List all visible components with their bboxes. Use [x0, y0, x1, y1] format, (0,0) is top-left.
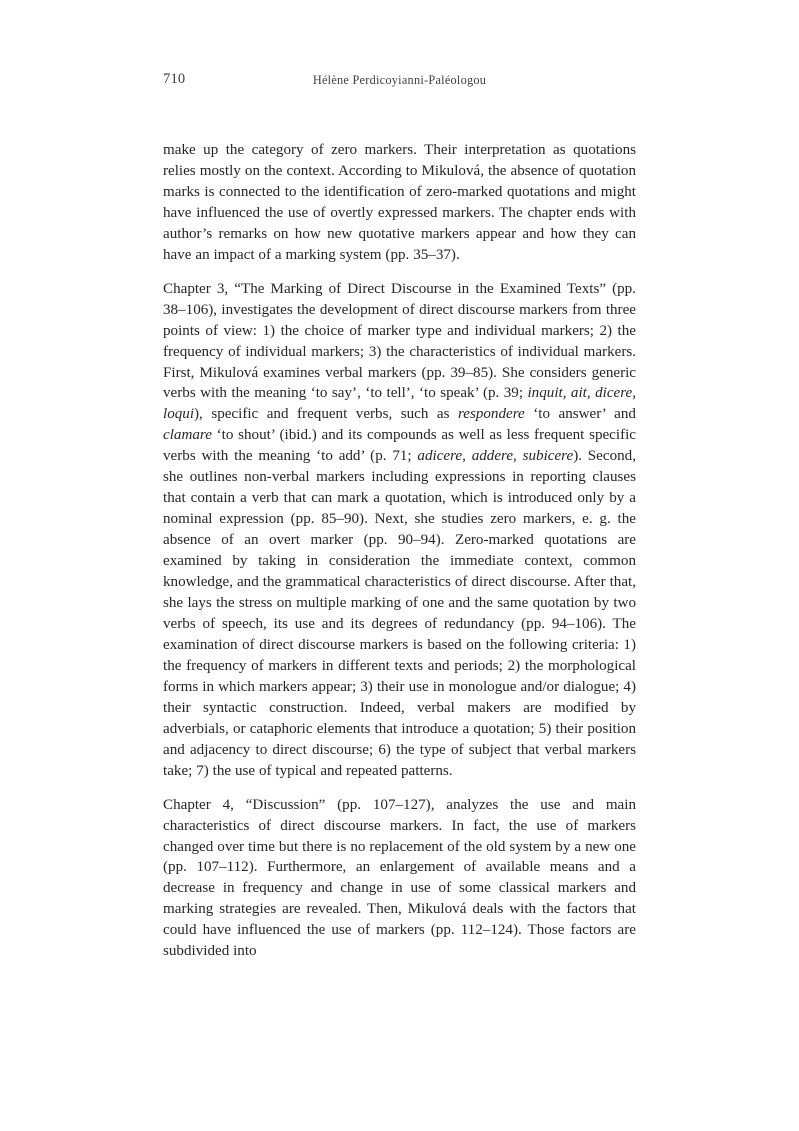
text-run: ‘to answer’ and	[524, 406, 636, 423]
paragraph-zero-markers: make up the category of zero markers. Their interpretation as quotations relies mostly on the context. According to Mikulová, the absence of quotation marks is connected to the identification of zero-marked quotations and might have influenced the use of overtly expressed markers. The chapter ends with author’s remarks on how new quotative markers appear and how they can have an impact of a marking system (pp. 35–37).	[163, 142, 636, 263]
body-text-column	[163, 140, 636, 962]
page-number: 710	[163, 71, 186, 87]
latin-term: adicere, addere, subicere	[417, 448, 574, 465]
text-run: ). Second, she outlines non-verbal markers including expressions in reporting clauses that contain a verb that can mark a quotation, which is introduced only by a nominal expression (pp. 85–90). Next, she studies zero markers, e. g. the absence of an overt marker (pp. 90–94). Zero-marked quotations are examined by taking in consideration the immediate context, common knowledge, and the grammatical characteristics of direct discourse. After that, she lays the stress on multiple marking of one and the same quotation by two verbs of speech, its use and its degrees of redundancy (pp. 94–106). The examination of direct discourse markers is based on the following criteria: 1) the frequency of markers in different texts and periods; 2) the morphological forms in which markers appear; 3) their use in monologue and/or dialogue; 4) their syntactic construction. Indeed, verbal makers are modified by adverbials, or cataphoric elements that introduce a quotation; 5) their position and adjacency to direct discourse; 6) the type of subject that verbal markers take; 7) the use of typical and repeated patterns.	[163, 448, 636, 779]
running-head	[163, 70, 636, 88]
text-run: Chapter 3, “The Marking of Direct Discourse in the Examined Texts” (pp. 38–106), investigates the development of direct discourse markers from three points of view: 1) the choice of marker type and individual markers; 2) the frequency of individual markers; 3) the characteristics of individual markers. First, Mikulová examines verbal markers (pp. 39–85). She considers generic verbs with the meaning ‘to say’, ‘to tell’, ‘to speak’ (p. 39;	[163, 280, 636, 402]
text-run: ), specific and frequent verbs, such as	[194, 406, 458, 423]
running-head-title: Hélène Perdicoyianni-Paléologou	[312, 73, 487, 87]
latin-term: respondere	[457, 406, 525, 423]
text-run: ‘to shout’ (ibid.) and its compounds as well as less frequent specific verbs with the meaning ‘to add’ (p. 71;	[163, 427, 636, 465]
latin-term: clamare	[163, 427, 212, 444]
latin-term: inquit, ait, dicere, loqui	[163, 385, 636, 423]
paragraph-chapter-4: Chapter 4, “Discussion” (pp. 107–127), analyzes the use and main characteristics of direct discourse markers. In fact, the use of markers changed over time but there is no replacement of the old system by a new one (pp. 107–112). Furthermore, an enlargement of available means and a decrease in frequency and change in use of some classical markers and marking strategies are revealed. Then, Mikulová deals with the factors that could have influenced the use of markers (pp. 112–124). Those factors are subdivided into	[163, 796, 636, 960]
paragraph-chapter-3	[163, 279, 636, 782]
